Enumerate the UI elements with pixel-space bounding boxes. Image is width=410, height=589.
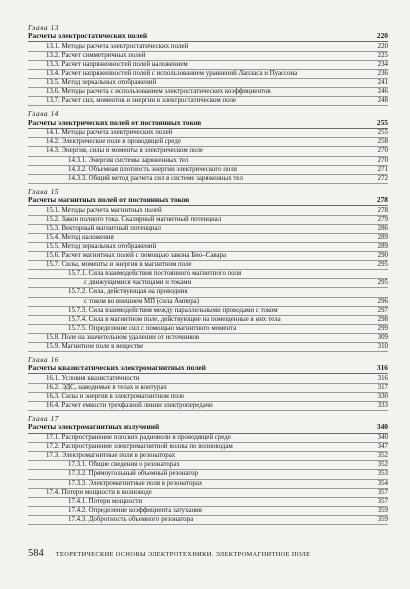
chapter-section [28,24,388,106]
toc-entry[interactable] [28,375,388,384]
toc-entry[interactable] [28,384,388,393]
chapter-title: Расчеты квазистатических электромагнитных полей [28,363,206,373]
chapter-title-row[interactable] [28,423,388,433]
toc-entry[interactable] [28,252,388,261]
toc-entry-page: 278 [377,206,388,214]
toc-entry-title: 16.1. Условия квазистатичности [46,374,140,382]
toc-entry[interactable] [28,452,388,461]
toc-entry[interactable] [28,70,388,79]
toc-entry[interactable] [28,288,388,297]
chapter-title: Расчеты электростатических полей [28,31,148,41]
toc-entry-title: 17.2. Распространение электромагнитной волны по волноводам [46,443,233,451]
toc-entry-title: 15.4. Метод наложения [46,233,114,241]
toc-entry[interactable] [28,43,388,52]
toc-entry[interactable] [28,157,388,166]
toc-entry-title: 14.3.2. Объемная плотность энергии электрического поля [68,165,237,173]
toc-entry[interactable] [28,79,388,88]
toc-entry[interactable] [28,334,388,343]
toc-entry[interactable] [28,129,388,138]
toc-entry-title: 16.4. Расчет емкости трехфазной линии электропередачи [46,402,213,410]
chapter-label: Глава 17 [28,415,59,424]
chapter-label: Глава 16 [28,356,59,365]
toc-entry-page: 289 [377,233,388,241]
chapter-section [28,188,388,352]
chapter-label: Глава 14 [28,110,59,119]
toc-entry[interactable] [28,61,388,70]
toc-entry-title: 17.3.1. Общие сведения о резонаторах [68,461,180,469]
toc-entry[interactable] [28,402,388,411]
toc-entry-title: 17.3. Электромагнитные поля в резонаторах [46,452,176,460]
toc-entry-page: 347 [377,443,388,451]
toc-entry-page: 354 [377,479,388,487]
toc-entry-page: 290 [377,252,388,260]
toc-entry[interactable] [28,489,388,498]
toc-entry-page: 353 [377,470,388,478]
chapter-title: Расчеты электромагнитных излучений [28,422,160,432]
toc-entry[interactable] [28,138,388,147]
toc-entry-title: 14.3.1. Энергия системы заряженных тел [68,156,189,164]
chapter-title: Расчеты магнитных полей от постоянных токов [28,195,190,205]
toc-entry-page [384,270,388,278]
toc-entry[interactable] [28,243,388,252]
toc-entry-title: 15.2. Закон полного тока. Скалярный магнитный потенциал [46,215,222,223]
toc-entry-title: 15.5. Метод зеркальных отображений [46,242,157,250]
toc-entry-page: 296 [377,297,388,305]
toc-entry-title: 15.7. Силы, моменты и энергия в магнитном поле [46,261,192,269]
toc-entry-page: 357 [377,488,388,496]
chapter-page: 340 [376,422,388,432]
toc-entry[interactable] [28,207,388,216]
toc-entry-page: 297 [377,306,388,314]
toc-entry-page: 225 [377,51,388,59]
chapter-section [28,415,388,525]
toc-entry-page: 289 [377,242,388,250]
toc-entry-page: 359 [377,506,388,514]
toc-entry-title: 15.7.4. Сила в магнитном поле, действующие на помещенные в них тела [68,315,281,323]
toc-entry-title: 15.3. Векторный магнитный потенциал [46,224,161,232]
toc-entry-page: 309 [377,333,388,341]
toc-entry-page: 330 [377,393,388,401]
chapter-title-row[interactable] [28,119,388,129]
chapter-page: 220 [376,31,388,41]
toc-entry-title: 15.7.2. Сила, действующая на проводник [68,288,188,296]
toc-entry-page: 270 [377,156,388,164]
toc-entry-title: 17.4. Потери мощности в волноводе [46,488,152,496]
toc-entry[interactable] [28,316,388,325]
toc-entry-title: 13.7. Расчет сил, моментов и энергии в электростатическом поле [46,97,236,105]
toc-entry[interactable] [28,434,388,443]
toc-entry-page: 246 [377,88,388,96]
toc-entry-title: 15.9. Магнитное поле в веществе [46,343,144,351]
toc-entry[interactable] [28,147,388,156]
toc-entry-title: 14.3.3. Общий метод расчета сил в системе заряженных тел [68,174,243,182]
toc-entry[interactable] [28,443,388,452]
toc-entry-page: 270 [377,147,388,155]
toc-entry[interactable] [28,470,388,479]
chapter-title-row[interactable] [28,196,388,206]
toc-entry[interactable] [28,393,388,402]
chapter-page: 316 [376,363,388,373]
chapter-section [28,356,388,411]
running-title: ТЕОРЕТИЧЕСКИЕ ОСНОВЫ ЭЛЕКТРОТЕХНИКИ. ЭЛЕКТРОМАГНИТНОЕ ПОЛЕ [55,551,311,558]
toc-entry-title: 17.1. Распространение плоских радиоволн в проводящей среде [46,434,231,442]
toc-entry[interactable] [28,270,388,279]
toc-entry-title: 14.1. Методы расчета электрических полей [46,129,173,137]
toc-entry-page: 359 [377,515,388,523]
toc-entry-page: 295 [377,261,388,269]
toc-entry-title: 13.6. Методы расчета с использованием электростатических коэффициентов [46,88,271,96]
toc-entry[interactable] [28,216,388,225]
toc-entry[interactable] [28,307,388,316]
toc-entry-title: 16.2. ЭДС, наводимые в телах и контурах [46,384,167,391]
toc-entry-title: 15.7.3. Сила взаимодействия между параллельными проводами с током [68,306,278,314]
toc-entry-page: 352 [377,452,388,460]
chapter-label: Глава 15 [28,187,59,196]
toc-entry-page: 279 [377,215,388,223]
chapter-page: 278 [376,195,388,205]
toc-entry-page: 357 [377,497,388,505]
toc-entry-title: 15.6. Расчет магнитных полей с помощью закона Био–Савара [46,252,227,260]
chapter-label: Глава 13 [28,24,59,32]
toc-entry-title: с током во внешнем МП (сила Ампера) [84,297,200,305]
table-of-contents [28,24,388,529]
toc-entry-title: 13.2. Расчет симметричных полей [46,51,146,59]
toc-entry-title: 15.1. Методы расчета магнитных полей [46,206,162,214]
toc-entry-page: 248 [377,97,388,105]
toc-entry-page: 333 [377,402,388,410]
toc-entry-title: 13.4. Расчет напряженностей полей с использованием уравнений Лапласа и Пуассона [46,70,298,78]
toc-entry-title: 17.3.3. Электромагнитные поля в резонаторах [68,479,203,487]
toc-entry[interactable] [28,97,388,106]
toc-entry-title: 17.4.1. Потери мощности [68,497,143,505]
toc-entry-page: 299 [377,324,388,332]
toc-entry[interactable] [28,234,388,243]
toc-entry-title: с движущимися частицами и токами [84,279,192,287]
toc-entry-page: 272 [377,174,388,182]
toc-entry[interactable] [28,88,388,97]
toc-entry[interactable] [28,461,388,470]
toc-entry-page: 317 [377,384,388,391]
toc-entry-title: 13.3. Расчет напряженностей полей наложением [46,60,188,68]
toc-entry-page: 295 [377,279,388,287]
toc-entry-page: 220 [377,42,388,50]
toc-entry-title: 17.4.3. Добротность объемного резонатора [68,515,194,523]
toc-entry-title: 13.1. Методы расчета электростатических полей [46,42,189,50]
toc-entry-page: 298 [377,315,388,323]
toc-entry-title: 14.2. Электрическое поле в проводящей среде [46,138,181,146]
toc-entry[interactable] [28,166,388,175]
toc-entry[interactable] [28,225,388,234]
toc-entry-page: 255 [377,129,388,137]
toc-entry[interactable] [28,52,388,61]
toc-entry-page: 258 [377,138,388,146]
page-number: 584 [28,548,44,559]
toc-entry[interactable] [28,516,388,525]
toc-entry[interactable] [28,298,388,307]
chapter-section [28,110,388,183]
toc-entry-title: 15.7.1. Сила взаимодействия постоянного магнитного поля [68,270,242,278]
toc-entry-page [384,288,388,296]
toc-entry-page: 241 [377,79,388,87]
toc-entry-title: 14.3. Энергия, силы и моменты в электрическом поле [46,147,203,155]
toc-entry[interactable] [28,507,388,516]
toc-entry-page: 352 [377,461,388,469]
toc-entry-title: 17.4.2. Определение коэффициента затухания [68,506,202,514]
toc-entry[interactable] [28,175,388,184]
toc-entry-title: 16.3. Силы и энергия в электромагнитном поле [46,393,185,401]
toc-entry-page: 236 [377,70,388,78]
page-footer [28,548,388,559]
toc-entry[interactable] [28,498,388,507]
toc-entry-title: 17.3.2. Прямоугольный объемный резонатор [68,470,199,478]
toc-entry-page: 316 [377,374,388,382]
toc-entry-page: 286 [377,224,388,232]
toc-entry-page: 271 [377,165,388,173]
chapter-title: Расчеты электрических полей от постоянных токов [28,117,202,127]
toc-entry[interactable] [28,325,388,334]
toc-entry-title: 15.8. Поле на значительном удалении от источников [46,333,200,341]
toc-entry[interactable] [28,261,388,270]
toc-entry[interactable] [28,480,388,489]
toc-entry[interactable] [28,279,388,288]
toc-entry-title: 15.7.5. Определение сил с помощью магнитного момента [68,324,237,332]
toc-entry[interactable] [28,343,388,352]
toc-entry-title: 13.5. Метод зеркальных отображений [46,79,157,87]
chapter-page: 255 [376,117,388,127]
toc-entry-page: 340 [377,434,388,442]
chapter-title-row[interactable] [28,364,388,374]
toc-entry-page: 234 [377,60,388,68]
toc-entry-page: 310 [377,343,388,351]
chapter-title-row[interactable] [28,32,388,42]
